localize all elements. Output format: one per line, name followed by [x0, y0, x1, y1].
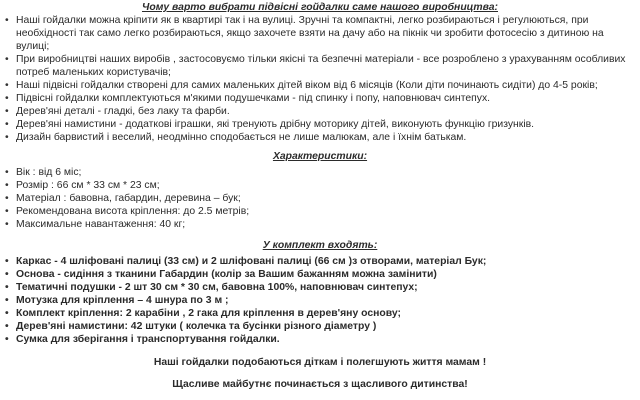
characteristic-item: • Вік : від 6 міс;: [4, 166, 636, 179]
characteristics-heading: Характеристики:: [272, 151, 368, 162]
why-choose-list: [4, 14, 636, 144]
why-choose-heading: Чому варто вибрати підвісні гойдалки саме нашого виробництва:: [141, 2, 498, 13]
kit-item: • Каркас - 4 шліфовані палиці (33 см) и 2 шліфовані палиці (66 см )з отворами, матеріал Бук;: [4, 255, 636, 268]
why-item: • При виробництві наших виробів , застосовуємо тільки якісні та безпечні матеріали - все розроблено з урахуванням особливих потреб маленьких користувачів;: [4, 53, 636, 79]
characteristic-item: • Максимальне навантаження: 40 кг;: [4, 218, 636, 231]
characteristics-list: [4, 166, 636, 231]
closing-line-future: Щасливе майбутнє починається з щасливого дитинства!: [172, 379, 468, 390]
why-item: • Дерев'яні деталі - гладкі, без лаку та фарби.: [4, 105, 636, 118]
closing-line-moms: Наші гойдалки подобаються діткам і полегшують життя мамам !: [153, 357, 487, 368]
why-item: • Наші підвісні гойдалки створені для самих маленьких дітей віком від 6 місяців (Коли діти починають сидіти) до 4-5 років;: [4, 79, 636, 92]
why-item: • Дерев'яні намистини - додаткові іграшки, які тренують дрібну моторику дітей, виконують функцію гризунків.: [4, 118, 636, 131]
why-item: • Дизайн барвистий і веселий, неодмінно сподобається не лише малюкам, але і їхнім батькам.: [4, 131, 636, 144]
why-item: • Наші гойдалки можна кріпити як в квартирі так і на вулиці. Зручні та компактні, легко розбираються і регулюються, при необхідності так само легко розбираються, якщо захочете взяти на дачу або на пікнік чи зробити фотосесію з дитиною на вулиці;: [4, 14, 636, 53]
kit-item: • Комплект кріплення: 2 карабіни , 2 гака для кріплення в дерев'яну основу;: [4, 307, 636, 320]
kit-contents-list: [4, 255, 636, 346]
kit-item: • Основа - сидіння з тканини Габардин (колір за Вашим бажанням можна замінити): [4, 268, 636, 281]
kit-contents-heading: У комплект входять:: [262, 240, 378, 251]
kit-item: • Тематичні подушки - 2 шт 30 см * 30 см, бавовна 100%, наповнювач синтепух;: [4, 281, 636, 294]
characteristic-item: • Розмір : 66 см * 33 см * 23 см;: [4, 179, 636, 192]
characteristic-item: • Матеріал : бавовна, габардин, деревина – бук;: [4, 192, 636, 205]
kit-item: • Дерев'яні намистини: 42 штуки ( колечка та бусінки різного діаметру ): [4, 320, 636, 333]
why-item: • Підвісні гойдалки комплектуються м'якими подушечками - під спинку і попу, наповнювач синтепух.: [4, 92, 636, 105]
characteristic-item: • Рекомендована висота кріплення: до 2.5 метрів;: [4, 205, 636, 218]
kit-item: • Сумка для зберігання і транспортування гойдалки.: [4, 333, 636, 346]
kit-item: • Мотузка для кріплення – 4 шнура по 3 м ;: [4, 294, 636, 307]
